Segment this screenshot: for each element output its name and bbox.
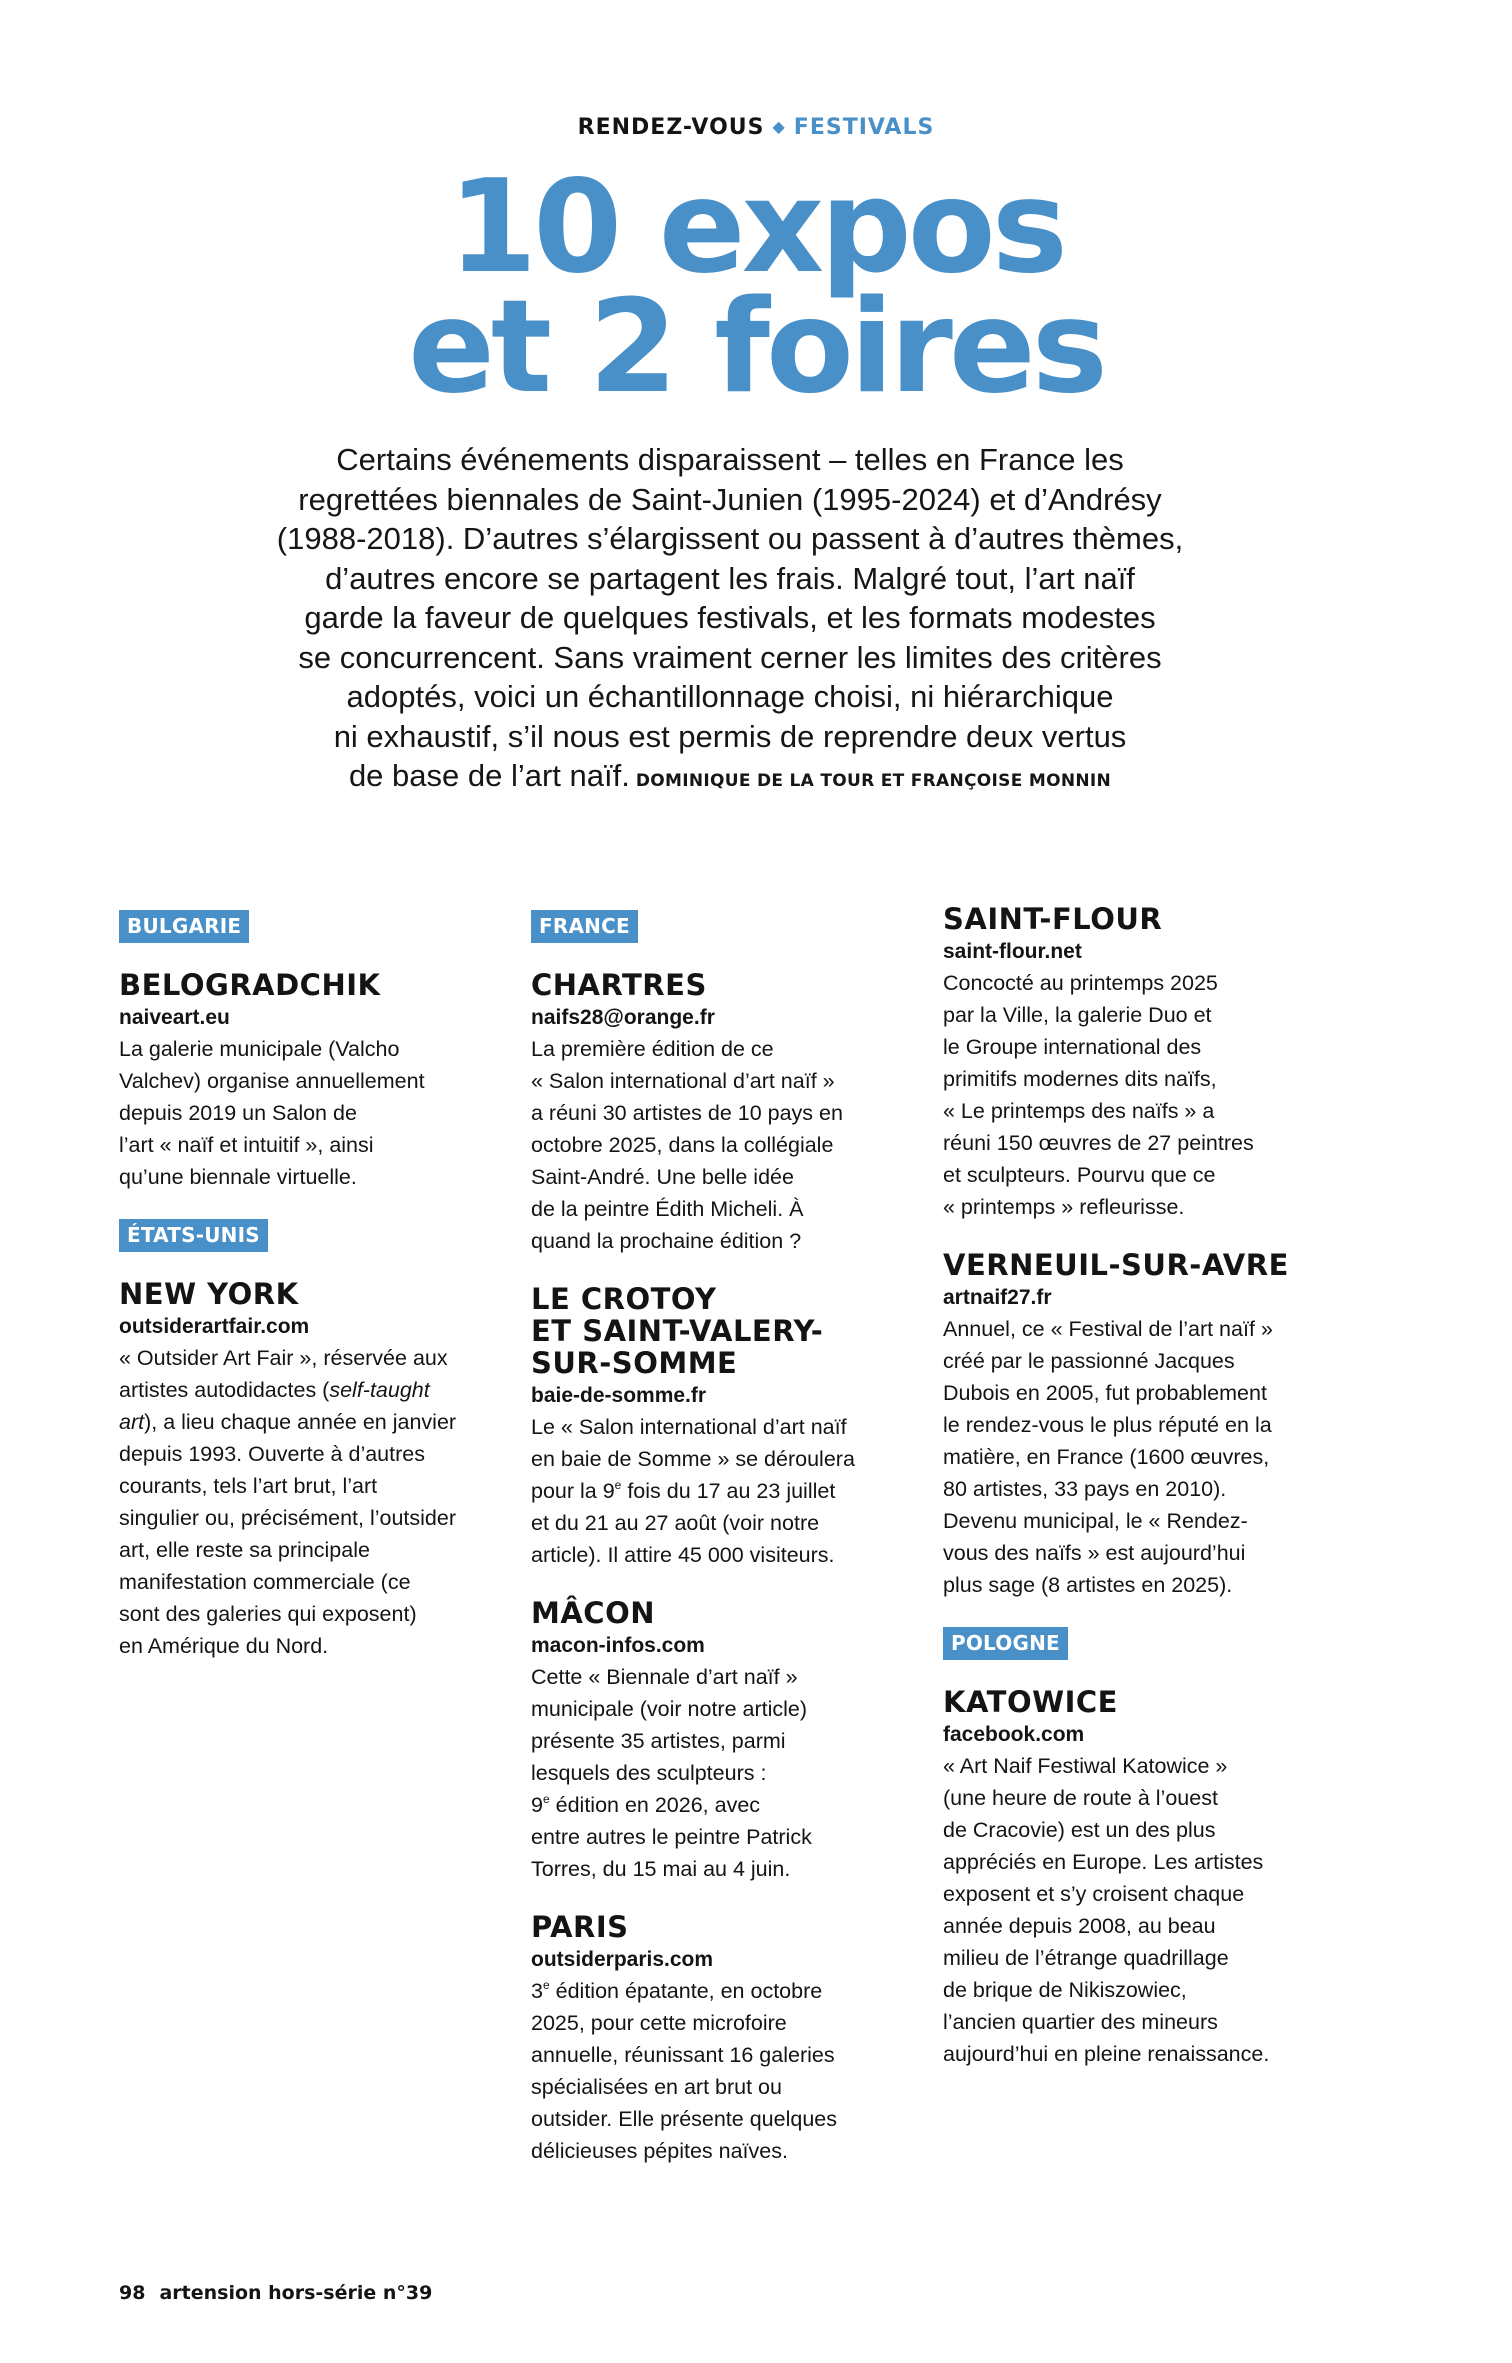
entry-city: KATOWICE xyxy=(943,1685,1118,1719)
text-line: aujourd’hui en pleine renaissance. xyxy=(943,2042,1270,2066)
entry-city: SAINT-FLOUR xyxy=(943,902,1163,936)
city-line: ET SAINT-VALERY- xyxy=(531,1314,824,1348)
intro-line-last xyxy=(180,756,1280,802)
text-line: de Cracovie) est un des plus xyxy=(943,1818,1216,1842)
country-badge-bulgarie: BULGARIE xyxy=(119,910,249,943)
text-segment: édition en 2026, avec xyxy=(549,1793,761,1817)
section-kicker xyxy=(0,113,1512,144)
subsection-label: FESTIVALS xyxy=(793,115,935,140)
entry-website-link[interactable]: facebook.com xyxy=(943,1723,1085,1746)
text-line: en baie de Somme » se déroulera xyxy=(531,1447,855,1471)
text-line: courants, tels l’art brut, l’art xyxy=(119,1474,378,1498)
text-line: présente 35 artistes, parmi xyxy=(531,1729,786,1753)
entry-city: VERNEUIL-SUR-AVRE xyxy=(943,1248,1289,1282)
entry-city: PARIS xyxy=(531,1910,629,1944)
entry-paris xyxy=(531,1911,921,2167)
text-line: manifestation commerciale (ce xyxy=(119,1570,411,1594)
entry-le-crotoy xyxy=(531,1283,921,1571)
text-line: entre autres le peintre Patrick xyxy=(531,1825,812,1849)
ordinal-superscript: e xyxy=(542,1792,550,1806)
title-line-1: 10 expos xyxy=(448,153,1064,302)
diamond-separator-icon: ◆ xyxy=(772,117,786,136)
text-line xyxy=(119,1374,509,1406)
text-line: de brique de Nikiszowiec, xyxy=(943,1978,1187,2002)
text-line: (une heure de route à l’ouest xyxy=(943,1786,1218,1810)
text-line: et du 21 au 27 août (voir notre xyxy=(531,1511,820,1535)
text-line: quand la prochaine édition ? xyxy=(531,1229,802,1253)
text-line: a réuni 30 artistes de 10 pays en xyxy=(531,1101,843,1125)
entry-chartres xyxy=(531,969,921,1257)
entry-city: MÂCON xyxy=(531,1596,656,1630)
text-line: depuis 1993. Ouverte à d’autres xyxy=(119,1442,425,1466)
text-line: « Salon international d’art naïf » xyxy=(531,1069,835,1093)
entry-description xyxy=(943,967,1333,1223)
text-line: plus sage (8 artistes en 2025). xyxy=(943,1573,1233,1597)
text-line: année depuis 2008, au beau xyxy=(943,1914,1216,1938)
text-line: l’art « naïf et intuitif », ainsi xyxy=(119,1133,374,1157)
column-1 xyxy=(119,910,509,1688)
text-segment: fois du 17 au 23 juillet xyxy=(621,1479,836,1503)
text-line: Devenu municipal, le « Rendez- xyxy=(943,1509,1248,1533)
entry-verneuil-sur-avre xyxy=(943,1249,1333,1601)
text-line: lesquels des sculpteurs : xyxy=(531,1761,767,1785)
text-line: de la peintre Édith Micheli. À xyxy=(531,1197,804,1221)
intro-line: adoptés, voici un échantillonnage choisi, ni hiérarchique xyxy=(346,679,1114,714)
entry-website-link[interactable]: naiveart.eu xyxy=(119,1006,230,1029)
city-line: SUR-SOMME xyxy=(531,1346,738,1380)
entry-description xyxy=(119,1033,509,1193)
text-line: sont des galeries qui exposent) xyxy=(119,1602,417,1626)
intro-line: Certains événements disparaissent – telles en France les xyxy=(336,442,1124,477)
entry-website-link[interactable]: baie-de-somme.fr xyxy=(531,1384,707,1407)
text-line: appréciés en Europe. Les artistes xyxy=(943,1850,1264,1874)
title-line-2: et 2 foires xyxy=(408,273,1104,422)
entry-email-link[interactable]: naifs28@orange.fr xyxy=(531,1006,715,1029)
ordinal-superscript: e xyxy=(614,1478,622,1492)
section-label: RENDEZ-VOUS xyxy=(577,115,765,140)
page-footer xyxy=(119,2280,432,2306)
text-line: art, elle reste sa principale xyxy=(119,1538,370,1562)
text-line: milieu de l’étrange quadrillage xyxy=(943,1946,1229,1970)
ordinal-superscript: e xyxy=(542,1978,550,1992)
text-segment: 3 xyxy=(531,1979,543,2003)
entry-website-link[interactable]: outsiderartfair.com xyxy=(119,1315,310,1338)
entry-website-link[interactable]: outsiderparis.com xyxy=(531,1948,714,1971)
text-line: annuelle, réunissant 16 galeries xyxy=(531,2043,835,2067)
text-line: Torres, du 15 mai au 4 juin. xyxy=(531,1857,791,1881)
entry-katowice xyxy=(943,1686,1333,2070)
entry-website-link[interactable]: macon-infos.com xyxy=(531,1634,705,1657)
entry-website-link[interactable]: saint-flour.net xyxy=(943,940,1082,963)
intro-line: regrettées biennales de Saint-Junien (1995-2024) et d’Andrésy xyxy=(298,481,1162,517)
entry-description xyxy=(119,1342,509,1662)
text-line: créé par le passionné Jacques xyxy=(943,1349,1235,1373)
entry-description xyxy=(531,1661,921,1885)
text-segment: pour la 9 xyxy=(531,1479,615,1503)
author-byline: DOMINIQUE DE LA TOUR ET FRANÇOISE MONNIN xyxy=(635,771,1112,791)
italic-term: art xyxy=(119,1410,145,1434)
text-line: réuni 150 œuvres de 27 peintres xyxy=(943,1131,1254,1155)
text-line: par la Ville, la galerie Duo et xyxy=(943,1003,1212,1027)
text-line: La première édition de ce xyxy=(531,1037,774,1061)
entry-belogradchik xyxy=(119,969,509,1193)
page-number: 98 xyxy=(119,2282,146,2304)
text-line: matière, en France (1600 œuvres, xyxy=(943,1445,1270,1469)
intro-line: garde la faveur de quelques festivals, et les formats modestes xyxy=(304,600,1156,635)
entry-city xyxy=(531,1283,921,1379)
column-2 xyxy=(531,910,921,2193)
publication-name: artension hors-série n°39 xyxy=(159,2282,433,2304)
text-line xyxy=(531,1475,921,1507)
text-line: 2025, pour cette microfoire xyxy=(531,2011,787,2035)
text-line: « Outsider Art Fair », réservée aux xyxy=(119,1346,448,1370)
entry-description xyxy=(531,1975,921,2167)
page-title xyxy=(0,153,1512,422)
entry-description xyxy=(531,1411,921,1571)
text-line: exposent et s’y croisent chaque xyxy=(943,1882,1245,1906)
intro-line: d’autres encore se partagent les frais. Malgré tout, l’art naïf xyxy=(325,560,1135,596)
text-line: spécialisées en art brut ou xyxy=(531,2075,782,2099)
text-segment: édition épatante, en octobre xyxy=(549,1979,823,2003)
text-line: municipale (voir notre article) xyxy=(531,1697,808,1721)
entry-description xyxy=(943,1313,1333,1601)
text-line xyxy=(119,1406,509,1438)
entry-city: BELOGRADCHIK xyxy=(119,968,381,1002)
text-line: outsider. Elle présente quelques xyxy=(531,2107,837,2131)
text-segment: 9 xyxy=(531,1793,543,1817)
text-line: primitifs modernes dits naïfs, xyxy=(943,1067,1217,1091)
text-line: La galerie municipale (Valcho xyxy=(119,1037,400,1061)
text-line: délicieuses pépites naïves. xyxy=(531,2139,788,2163)
entry-city: NEW YORK xyxy=(119,1277,299,1311)
text-line: le rendez-vous le plus réputé en la xyxy=(943,1413,1272,1437)
column-3 xyxy=(943,903,1333,2096)
text-line xyxy=(531,1975,921,2007)
entry-macon xyxy=(531,1597,921,1885)
text-line: Le « Salon international d’art naïf xyxy=(531,1415,847,1439)
text-line: qu’une biennale virtuelle. xyxy=(119,1165,357,1189)
text-line xyxy=(531,1789,921,1821)
text-line: « Art Naif Festiwal Katowice » xyxy=(943,1754,1228,1778)
text-line: octobre 2025, dans la collégiale xyxy=(531,1133,834,1157)
text-line: l’ancien quartier des mineurs xyxy=(943,2010,1218,2034)
text-line: et sculpteurs. Pourvu que ce xyxy=(943,1163,1216,1187)
intro-line: ni exhaustif, s’il nous est permis de reprendre deux vertus xyxy=(333,718,1127,754)
country-badge-etats-unis: ÉTATS-UNIS xyxy=(119,1219,268,1252)
italic-term: self-taught xyxy=(329,1378,430,1402)
entry-new-york xyxy=(119,1278,509,1662)
text-line: en Amérique du Nord. xyxy=(119,1634,329,1658)
country-badge-france: FRANCE xyxy=(531,910,638,943)
text-line: « Le printemps des naïfs » a xyxy=(943,1099,1215,1123)
text-line: Valchev) organise annuellement xyxy=(119,1069,425,1093)
text-line: depuis 2019 un Salon de xyxy=(119,1101,357,1125)
text-line: singulier ou, précisément, l’outsider xyxy=(119,1506,456,1530)
text-line: vous des naïfs » est aujourd’hui xyxy=(943,1541,1246,1565)
text-segment: artistes autodidactes ( xyxy=(119,1378,330,1402)
intro-text: de base de l’art naïf. xyxy=(348,758,630,793)
entry-description xyxy=(943,1750,1333,2070)
country-badge-pologne: POLOGNE xyxy=(943,1627,1068,1660)
text-line: Annuel, ce « Festival de l’art naïf » xyxy=(943,1317,1273,1341)
text-line: article). Il attire 45 000 visiteurs. xyxy=(531,1543,835,1567)
text-segment: ), a lieu chaque année en janvier xyxy=(144,1410,457,1434)
entry-saint-flour xyxy=(943,903,1333,1223)
text-line: Dubois en 2005, fut probablement xyxy=(943,1381,1267,1405)
text-line: Cette « Biennale d’art naïf » xyxy=(531,1665,798,1689)
text-line: Concocté au printemps 2025 xyxy=(943,971,1218,995)
intro-paragraph xyxy=(180,440,1280,802)
intro-line: se concurrencent. Sans vraiment cerner les limites des critères xyxy=(298,639,1162,675)
text-line: Saint-André. Une belle idée xyxy=(531,1165,794,1189)
entry-website-link[interactable]: artnaif27.fr xyxy=(943,1286,1052,1309)
text-line: « printemps » refleurisse. xyxy=(943,1195,1185,1219)
city-line: LE CROTOY xyxy=(531,1282,717,1316)
entry-city: CHARTRES xyxy=(531,968,707,1002)
text-line: le Groupe international des xyxy=(943,1035,1202,1059)
text-line: 80 artistes, 33 pays en 2010). xyxy=(943,1477,1227,1501)
intro-line: (1988-2018). D’autres s’élargissent ou passent à d’autres thèmes, xyxy=(276,521,1184,556)
entry-description xyxy=(531,1033,921,1257)
